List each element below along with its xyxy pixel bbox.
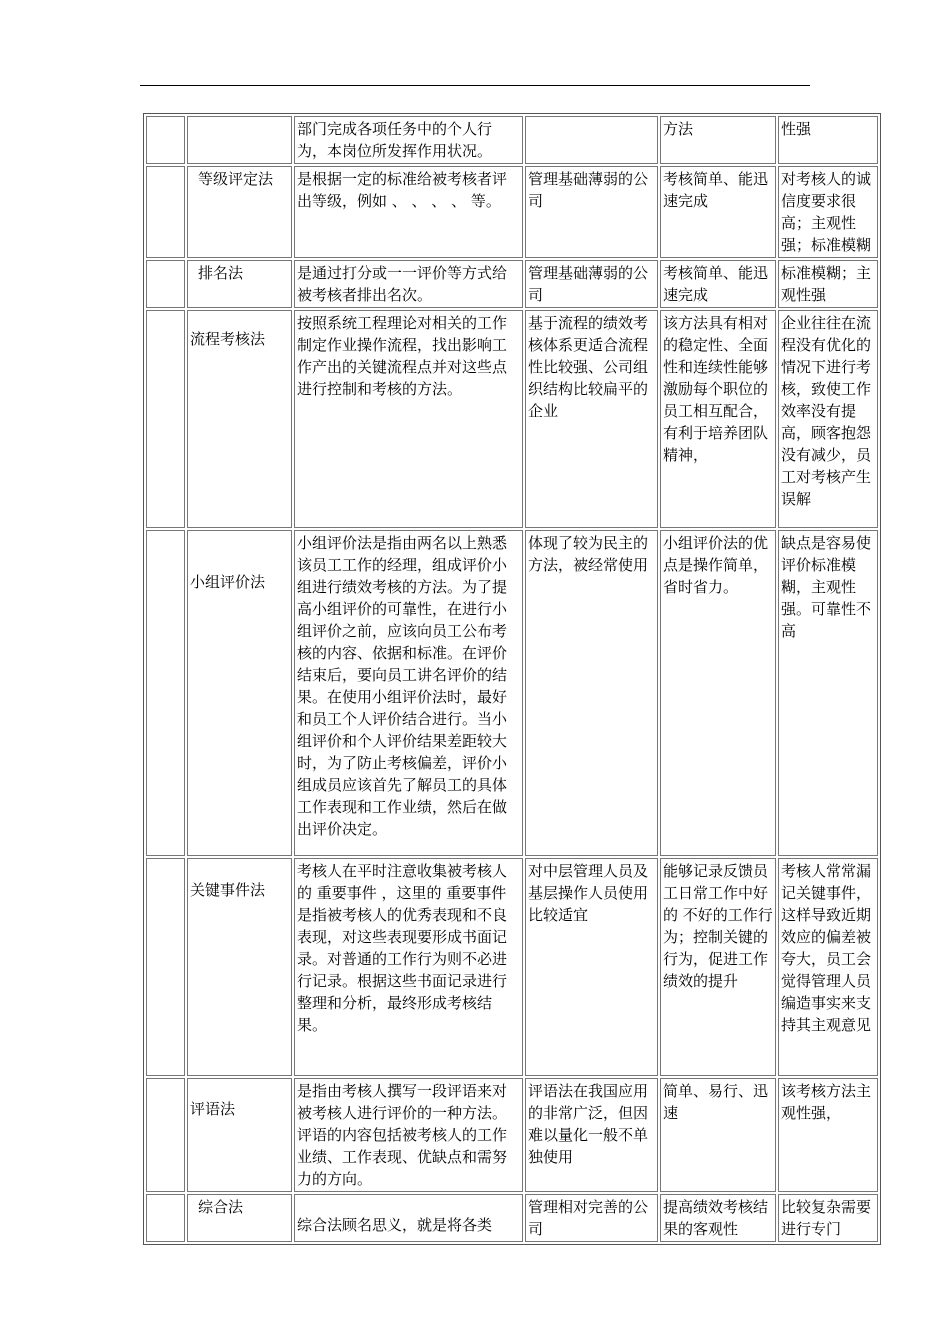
method-description	[294, 1194, 523, 1242]
method-advantages: 考核简单、能迅速完成	[660, 166, 776, 258]
row-blank-cell	[146, 260, 185, 308]
method-name	[187, 858, 292, 1076]
method-applicable-scope: 评语法在我国应用的非常广泛，但因难以量化一般不单独使用	[525, 1078, 658, 1192]
row-blank-cell	[146, 166, 185, 258]
method-description: 是通过打分或一一评价等方式给被考核者排出名次。	[294, 260, 523, 308]
method-name	[187, 116, 292, 164]
method-name: 等级评定法	[187, 166, 292, 258]
table-row	[146, 1078, 878, 1192]
row-blank-cell	[146, 858, 185, 1076]
row-blank-cell	[146, 310, 185, 528]
method-name	[187, 530, 292, 856]
header-rule	[140, 85, 810, 86]
method-description-text: 综合法顾名思义，就是将各类	[297, 1216, 493, 1234]
method-name: 综合法	[187, 1194, 292, 1242]
method-name-text: 流程考核法	[190, 330, 266, 348]
method-disadvantages: 对考核人的诚信度要求很高；主观性强；标准模糊	[778, 166, 878, 258]
method-disadvantages: 标准模糊；主观性强	[778, 260, 878, 308]
row-blank-cell	[146, 1194, 185, 1242]
method-advantages: 方法	[660, 116, 776, 164]
method-description: 按照系统工程理论对相关的工作制定作业操作流程，找出影响工作产出的关键流程点并对这些点进行控制和考核的方法。	[294, 310, 523, 528]
row-blank-cell	[146, 116, 185, 164]
method-description: 考核人在平时注意收集被考核人的 重要事件 ，这里的 重要事件 是指被考核人的优秀表现和不良表现，对这些表现要形成书面记录。对普通的工作行为则不必进行记录。根据这些书面记录进行整理和分析，最终形成考核结果。	[294, 858, 523, 1076]
method-applicable-scope	[525, 116, 658, 164]
method-disadvantages: 缺点是容易使评价标准模糊，主观性强。可靠性不高	[778, 530, 878, 856]
table-row	[146, 166, 878, 258]
method-applicable-scope: 对中层管理人员及基层操作人员使用比较适宜	[525, 858, 658, 1076]
method-applicable-scope: 管理相对完善的公司	[525, 1194, 658, 1242]
method-disadvantages: 比较复杂需要进行专门	[778, 1194, 878, 1242]
method-disadvantages: 考核人常常漏记关键事件，这样导致近期效应的偏差被夸大，员工会觉得管理人员编造事实来支持其主观意见	[778, 858, 878, 1076]
method-advantages: 能够记录反馈员工日常工作中好的 不好的工作行为；控制关键的行为，促进工作绩效的提升	[660, 858, 776, 1076]
method-disadvantages: 该考核方法主观性强，	[778, 1078, 878, 1192]
method-disadvantages: 企业往往在流程没有优化的情况下进行考核，致使工作效率没有提高，顾客抱怨没有减少，员工对考核产生误解	[778, 310, 878, 528]
method-advantages: 小组评价法的优点是操作简单，省时省力。	[660, 530, 776, 856]
method-name: 排名法	[187, 260, 292, 308]
row-blank-cell	[146, 530, 185, 856]
method-disadvantages: 性强	[778, 116, 878, 164]
table-row	[146, 260, 878, 308]
method-name-text: 小组评价法	[190, 573, 266, 591]
table-row	[146, 530, 878, 856]
method-description: 小组评价法是指由两名以上熟悉该员工工作的经理，组成评价小组进行绩效考核的方法。为了提高小组评价的可靠性，在进行小组评价之前，应该向员工公布考核的内容、依据和标准。在评价结束后，要向员工讲名评价的结果。在使用小组评价法时，最好和员工个人评价结合进行。当小组评价和个人评价结果差距较大时，为了防止考核偏差，评价小组成员应该首先了解员工的具体工作表现和工作业绩，然后在做出评价决定。	[294, 530, 523, 856]
method-description: 部门完成各项任务中的个人行为，本岗位所发挥作用状况。	[294, 116, 523, 164]
method-advantages: 提高绩效考核结果的客观性	[660, 1194, 776, 1242]
method-advantages: 简单、易行、迅速	[660, 1078, 776, 1192]
method-name	[187, 310, 292, 528]
method-advantages: 考核简单、能迅速完成	[660, 260, 776, 308]
method-description: 是根据一定的标准给被考核者评出等级，例如 、 、 、 、 等。	[294, 166, 523, 258]
table-row	[146, 1194, 878, 1242]
method-advantages: 该方法具有相对的稳定性、全面性和连续性能够激励每个职位的员工相互配合，有利于培养团队精神，	[660, 310, 776, 528]
method-applicable-scope: 基于流程的绩效考核体系更适合流程性比较强、公司组织结构比较扁平的企业	[525, 310, 658, 528]
method-name	[187, 1078, 292, 1192]
appraisal-methods-table	[143, 113, 881, 1245]
method-applicable-scope: 管理基础薄弱的公司	[525, 166, 658, 258]
row-blank-cell	[146, 1078, 185, 1192]
method-applicable-scope: 体现了较为民主的方法，被经常使用	[525, 530, 658, 856]
method-name-text: 关键事件法	[190, 881, 266, 899]
method-description: 是指由考核人撰写一段评语来对被考核人进行评价的一种方法。评语的内容包括被考核人的工作业绩、工作表现、优缺点和需努力的方向。	[294, 1078, 523, 1192]
table-row	[146, 116, 878, 164]
method-applicable-scope: 管理基础薄弱的公司	[525, 260, 658, 308]
method-name-text: 评语法	[190, 1100, 236, 1118]
table-row	[146, 858, 878, 1076]
table-row	[146, 310, 878, 528]
